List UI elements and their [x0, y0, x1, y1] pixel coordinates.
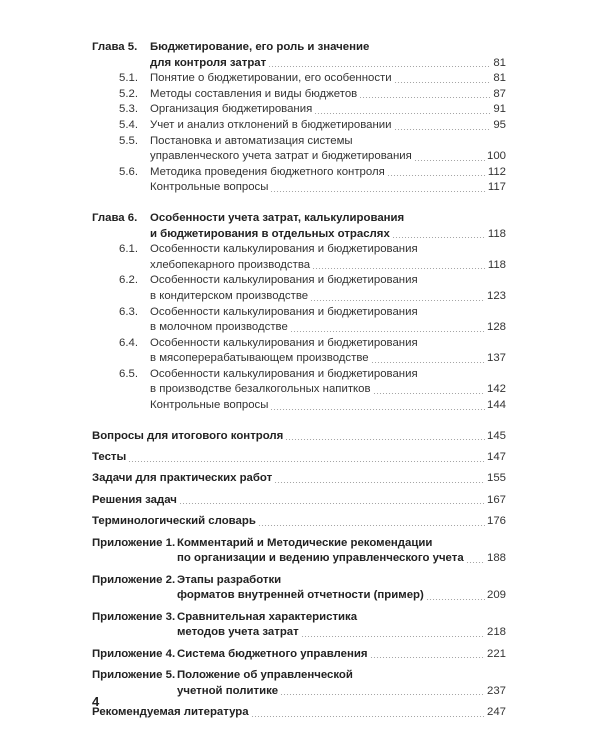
entry-page: 167: [486, 493, 506, 506]
dot-leader: [268, 66, 491, 67]
entry-title: [150, 180, 506, 196]
entry-title-line: управленческого учета затрат и бюджетирования: [150, 150, 412, 163]
dot-leader: [414, 160, 485, 161]
toc-entry: [92, 336, 506, 367]
entry-number: 5.2.: [119, 87, 138, 100]
toc-entry: [92, 493, 506, 509]
dot-leader: [359, 97, 491, 98]
toc-entry: [92, 305, 506, 336]
toc-entry: [92, 118, 506, 134]
entry-title-line: и бюджетирования в отдельных отраслях: [150, 227, 390, 240]
entry-page: 221: [486, 647, 506, 660]
entry-page: 118: [487, 227, 506, 240]
toc-entry: [92, 273, 506, 304]
entry-page: 95: [493, 118, 506, 131]
entry-title-line: Контрольные вопросы: [150, 181, 269, 194]
entry-page: 247: [486, 705, 506, 718]
entry-number: 5.1.: [119, 72, 138, 85]
entry-title-line: для контроля затрат: [150, 56, 267, 69]
entry-title: [150, 398, 506, 414]
entry-title-line: форматов внутренней отчетности (пример): [177, 589, 424, 602]
toc-entry: [92, 573, 506, 604]
entry-title-line: по организации и ведению управленческого учета: [177, 552, 464, 565]
entry-title-line: Вопросы для итогового контроля: [92, 429, 284, 442]
entry-number: [92, 398, 150, 414]
entry-title-line: Особенности учета затрат, калькулирования: [150, 211, 405, 224]
dot-leader: [394, 129, 492, 130]
entry-title-line: Особенности калькулирования и бюджетирования: [150, 274, 418, 287]
toc-entry: [92, 647, 506, 663]
toc-entry: [92, 242, 506, 273]
toc-entry: [92, 668, 506, 699]
entry-page: 128: [486, 321, 506, 334]
entry-number: Приложение 1.: [92, 536, 176, 549]
dot-leader: [387, 175, 486, 176]
toc-entry: [92, 471, 506, 487]
entry-title-line: в молочном производстве: [150, 321, 288, 334]
entry-title: [92, 450, 506, 466]
entry-page: 142: [486, 383, 506, 396]
entry-title-line: Методы составления и виды бюджетов: [150, 87, 358, 100]
entry-number: Глава 6.: [92, 211, 138, 224]
entry-title-line: Постановка и автоматизация системы: [150, 134, 353, 147]
entry-title-line: Тесты: [92, 451, 127, 464]
toc-entry: [92, 536, 506, 567]
entry-title-line: Бюджетирование, его роль и значение: [150, 41, 370, 53]
entry-number: 6.3.: [119, 305, 138, 318]
dot-leader: [270, 191, 485, 192]
entry-title: [150, 118, 506, 134]
entry-title: [92, 514, 506, 530]
entry-number: 5.5.: [119, 134, 138, 147]
toc-entry: [92, 87, 506, 103]
entry-title-line: Особенности калькулирования и бюджетирования: [150, 367, 418, 380]
dot-leader: [179, 503, 485, 504]
entry-title-line: учетной политике: [177, 684, 279, 697]
entry-page: 81: [493, 56, 506, 69]
entry-title-line: Сравнительная характеристика: [177, 610, 358, 623]
dot-leader: [392, 237, 486, 238]
entry-title-line: хлебопекарного производства: [150, 258, 311, 271]
toc-entry: [92, 180, 506, 196]
entry-title: [92, 429, 506, 445]
entry-page: 81: [493, 72, 506, 85]
entry-title-line: в кондитерском производстве: [150, 289, 309, 302]
entry-number: 6.4.: [119, 336, 138, 349]
entry-page: 209: [486, 589, 506, 602]
entry-number: 6.5.: [119, 367, 138, 380]
entry-page: 100: [486, 150, 506, 163]
entry-title-line: Терминологический словарь: [92, 515, 256, 528]
dot-leader: [370, 657, 485, 658]
entry-title: [177, 647, 506, 663]
entry-title: [177, 668, 506, 699]
toc-entry: [92, 134, 506, 165]
entry-title: [150, 367, 506, 398]
entry-title: [150, 71, 506, 87]
entry-page: 147: [486, 451, 506, 464]
entry-title-line: Решения задач: [92, 493, 177, 506]
toc-entry: [92, 71, 506, 87]
entry-title-line: Задачи для практических работ: [92, 472, 273, 485]
entry-page: 176: [486, 515, 506, 528]
entry-title: [150, 273, 506, 304]
entry-number: Приложение 5.: [92, 668, 176, 681]
dot-leader: [270, 409, 485, 410]
dot-leader: [128, 461, 485, 462]
toc-entry: [92, 514, 506, 530]
dot-leader: [251, 716, 485, 717]
entry-page: 237: [486, 684, 506, 697]
toc-entry: [92, 211, 506, 242]
toc-entry: [92, 429, 506, 445]
dot-leader: [373, 393, 485, 394]
entry-title: [150, 336, 506, 367]
entry-page: 87: [493, 87, 506, 100]
entry-title-line: Контрольные вопросы: [150, 399, 269, 412]
entry-number: Глава 5.: [92, 41, 138, 53]
entry-number: Приложение 4.: [92, 647, 176, 660]
dot-leader: [274, 482, 485, 483]
entry-title-line: Этапы разработки: [177, 573, 282, 586]
entry-title: [177, 573, 506, 604]
entry-title-line: Понятие о бюджетировании, его особенности: [150, 72, 392, 85]
entry-title-line: Особенности калькулирования и бюджетирования: [150, 243, 418, 256]
entry-title-line: в мясоперерабатывающем производстве: [150, 352, 369, 365]
entry-number: 5.3.: [119, 103, 138, 116]
entry-title-line: в производстве безалкогольных напитков: [150, 383, 371, 396]
page-number: 4: [92, 694, 100, 709]
entry-number: 6.1.: [119, 243, 138, 256]
dot-leader: [426, 599, 485, 600]
dot-leader: [285, 439, 485, 440]
entry-title: [150, 242, 506, 273]
entry-number: 5.4.: [119, 118, 138, 131]
entry-page: 117: [487, 181, 506, 194]
table-of-contents: [92, 40, 506, 721]
dot-leader: [301, 636, 485, 637]
entry-title-line: Учет и анализ отклонений в бюджетировании: [150, 118, 392, 131]
entry-page: 144: [486, 399, 506, 412]
entry-title: [177, 536, 506, 567]
toc-entry: [92, 398, 506, 414]
entry-title: [150, 165, 506, 181]
entry-page: 145: [486, 429, 506, 442]
dot-leader: [290, 331, 485, 332]
entry-number: 5.6.: [119, 165, 138, 178]
entry-page: 218: [486, 626, 506, 639]
entry-title-line: Особенности калькулирования и бюджетирования: [150, 336, 418, 349]
entry-page: 137: [486, 352, 506, 365]
toc-entry: [92, 367, 506, 398]
entry-page: 123: [486, 289, 506, 302]
toc-entry: [92, 102, 506, 118]
entry-title: [150, 134, 506, 165]
entry-title-line: Положение об управленческой: [177, 668, 353, 681]
entry-title-line: методов учета затрат: [177, 626, 299, 639]
entry-number: Приложение 2.: [92, 573, 176, 586]
toc-entry: [92, 450, 506, 466]
entry-title: [92, 471, 506, 487]
dot-leader: [258, 525, 485, 526]
toc-entry: [92, 165, 506, 181]
entry-title-line: Методика проведения бюджетного контроля: [150, 165, 385, 178]
entry-title-line: Организация бюджетирования: [150, 103, 313, 116]
entry-title: [150, 305, 506, 336]
entry-title: [150, 40, 506, 71]
entry-page: 188: [486, 552, 506, 565]
entry-title: [150, 87, 506, 103]
entry-number: [92, 180, 150, 196]
entry-page: 112: [487, 165, 506, 178]
entry-page: 91: [493, 103, 506, 116]
entry-title: [92, 705, 506, 721]
toc-entry: [92, 40, 506, 71]
dot-leader: [310, 300, 485, 301]
entry-title-line: Комментарий и Методические рекомендации: [177, 536, 433, 549]
dot-leader: [394, 82, 492, 83]
dot-leader: [371, 362, 485, 363]
entry-number: Приложение 3.: [92, 610, 176, 623]
dot-leader: [466, 562, 485, 563]
entry-title: [150, 211, 506, 242]
dot-leader: [314, 113, 491, 114]
entry-title-line: Рекомендуемая литература: [92, 705, 249, 718]
toc-entry: [92, 705, 506, 721]
entry-title: [177, 610, 506, 641]
entry-title-line: Система бюджетного управления: [177, 647, 368, 660]
entry-number: 6.2.: [119, 274, 138, 287]
dot-leader: [280, 694, 485, 695]
entry-title: [150, 102, 506, 118]
toc-entry: [92, 610, 506, 641]
entry-title: [92, 493, 506, 509]
dot-leader: [312, 268, 486, 269]
entry-page: 155: [486, 472, 506, 485]
entry-title-line: Особенности калькулирования и бюджетирования: [150, 305, 418, 318]
entry-page: 118: [487, 258, 506, 271]
